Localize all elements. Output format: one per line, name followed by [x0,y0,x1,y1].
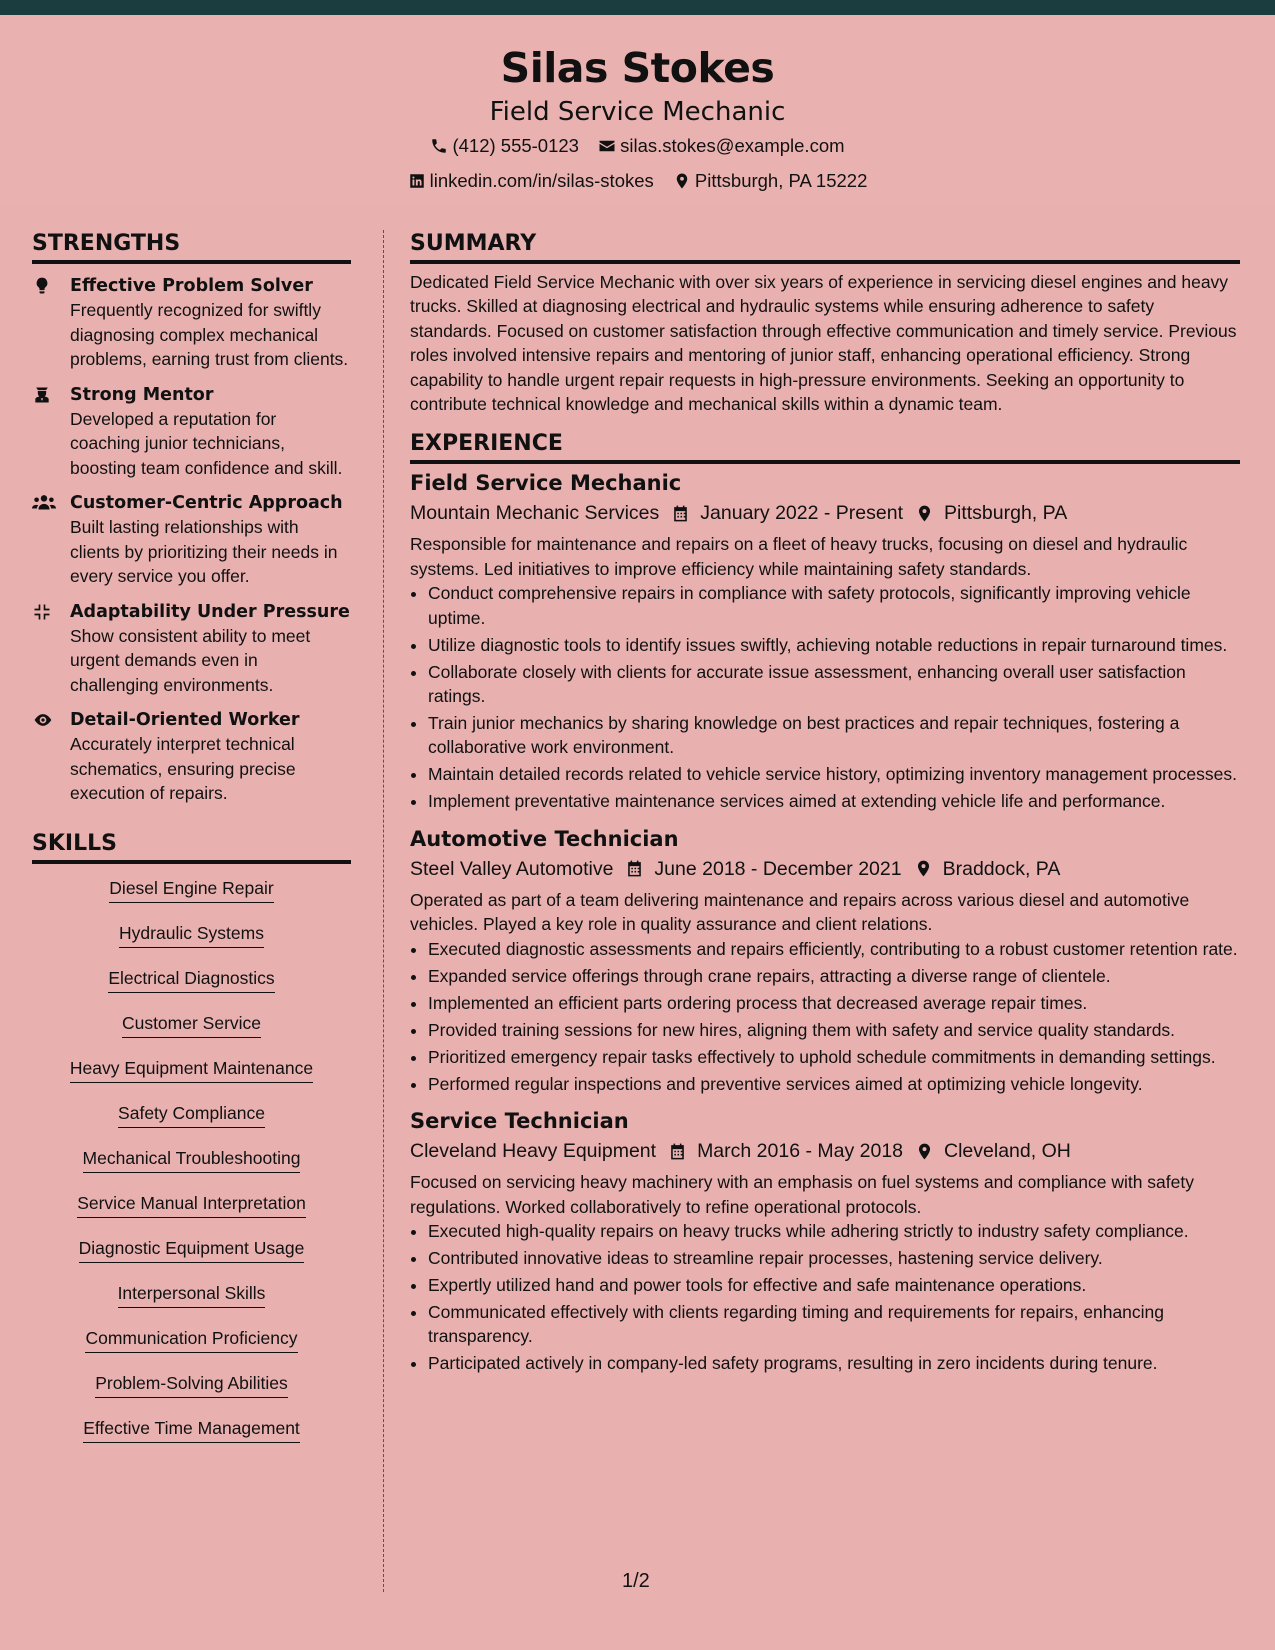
job-description: Operated as part of a team delivering maintenance and repairs across various diesel and automotive vehicles. Played a key role in quality assurance and client relations. [410,889,1190,935]
location-contact [673,166,867,196]
job-bullet: • Implemented an efficient parts ordering process that decreased average repair times. [428,991,1240,1015]
job-bullet: • Conduct comprehensive repairs in compliance with safety protocols, significantly improving vehicle uptime. [428,581,1240,630]
summary-text: Dedicated Field Service Mechanic with over six years of experience in servicing diesel engines and heavy trucks. Skilled at diagnosing electrical and hydraulic systems while ensuring adherence to safety standards. Focused on customer satisfaction through effective communication and timely service. Previous roles involved intensive repairs and mentoring of junior staff, enhancing operational efficiency. Strong capability to handle urgent repair requests in high-pressure environments. Seeking an opportunity to contribute technical knowledge and mechanical skills within a dynamic team. [410,272,1237,415]
strengths-list [32,274,351,806]
job-bullets [410,937,1240,1096]
job-title: Field Service Mechanic [410,471,682,496]
job-bullet: • Utilize diagnostic tools to identify issues swiftly, achieving notable reductions in repair turnaround times. [428,633,1240,657]
linkedin-contact[interactable] [408,166,654,196]
strength-item [32,708,351,806]
job-bullet: • Executed high-quality repairs on heavy trucks while adhering strictly to industry safety compliance. [428,1219,1240,1243]
job-description: Focused on servicing heavy machinery with an emphasis on fuel systems and compliance with safety regulations. Worked collaboratively to refine operational protocols. [410,1172,1194,1217]
job-meta [410,498,1240,528]
skill-item: Diagnostic Equipment Usage [79,1234,305,1263]
strength-item [32,491,351,589]
skill-item: Interpersonal Skills [118,1279,266,1308]
job-bullet: • Executed diagnostic assessments and repairs efficiently, contributing to a robust customer retention rate. [428,937,1240,961]
candidate-title: Field Service Mechanic [489,97,786,127]
strength-desc: Developed a reputation for coaching junior technicians, boosting team confidence and skill. [70,408,343,478]
job-location: Cleveland, OH [944,1140,1071,1163]
skill-item: Safety Compliance [118,1099,265,1128]
strength-desc: Show consistent ability to meet urgent demands even in challenging environments. [70,625,311,695]
skill-item: Customer Service [122,1009,261,1038]
contact-row-1 [0,131,1275,164]
map-pin-icon [915,1142,934,1161]
linkedin-icon [408,172,426,190]
skill-item: Mechanical Troubleshooting [83,1144,301,1173]
skill-item: Hydraulic Systems [119,919,264,948]
resume-header [0,15,1275,205]
job-company: Steel Valley Automotive [410,857,614,880]
job-bullet: • Communicated effectively with clients regarding timing and requirements for repairs, enhancing transparency. [428,1300,1240,1349]
summary-heading: SUMMARY [410,228,1240,264]
email-text: silas.stokes@example.com [620,135,845,156]
right-column [410,228,1240,1386]
calendar-icon [668,1142,687,1161]
job-title: Automotive Technician [410,826,679,851]
job-bullet: • Provided training sessions for new hires, aligning them with safety and service quality standards. [428,1018,1240,1042]
job-location: Pittsburgh, PA [944,502,1068,525]
job-bullet: • Expanded service offerings through crane repairs, attracting a diverse range of clientele. [428,964,1240,988]
job-bullet: • Train junior mechanics by sharing knowledge on best practices and repair techniques, fostering a collaborative work environment. [428,711,1240,760]
skill-item: Problem-Solving Abilities [95,1369,288,1398]
job-bullets [410,581,1240,814]
page-number: 1/2 [622,1570,650,1592]
strength-title: Detail-Oriented Worker [70,710,300,730]
job-meta [410,854,1240,884]
experience-heading: EXPERIENCE [410,428,1240,464]
envelope-icon [598,137,616,155]
map-pin-icon [915,504,934,523]
job-description: Responsible for maintenance and repairs on a fleet of heavy trucks, focusing on diesel and hydraulic systems. Led initiatives to improve efficiency while maintaining safety standards. [410,534,1188,579]
job-bullet: • Contributed innovative ideas to streamline repair processes, hastening service delivery. [428,1246,1240,1270]
job-meta [410,1136,1240,1166]
job-company: Mountain Mechanic Services [410,502,660,525]
job-bullet: • Performed regular inspections and preventive services aimed at optimizing vehicle longevity. [428,1072,1240,1096]
candidate-name: Silas Stokes [500,44,775,92]
strength-title: Adaptability Under Pressure [70,601,350,622]
linkedin-text: linkedin.com/in/silas-stokes [429,170,654,191]
job-bullet: • Implement preventative maintenance services aimed at extending vehicle life and performance. [428,789,1240,813]
users-icon [32,493,56,513]
job-entry [410,1106,1240,1376]
phone-contact[interactable] [430,131,579,161]
job-bullet: • Maintain detailed records related to vehicle service history, optimizing inventory management processes. [428,762,1240,786]
email-contact[interactable] [598,131,844,161]
job-company: Cleveland Heavy Equipment [410,1140,657,1163]
job-bullet: • Prioritized emergency repair tasks effectively to uphold schedule commitments in demanding settings. [428,1045,1240,1069]
location-text: Pittsburgh, PA 15222 [694,170,868,191]
strengths-heading: STRENGTHS [32,228,351,264]
map-pin-icon [914,859,933,878]
phone-text: (412) 555-0123 [452,135,579,156]
strength-item [32,383,351,481]
skill-item: Electrical Diagnostics [108,964,274,993]
skill-item: Effective Time Management [83,1414,300,1443]
strength-desc: Accurately interpret technical schematics, ensuring precise execution of repairs. [70,734,296,803]
calendar-icon [625,859,644,878]
job-dates: January 2022 - Present [700,502,903,525]
top-bar [0,0,1275,15]
phone-icon [430,137,448,155]
strength-item [32,274,351,372]
job-dates: March 2016 - May 2018 [697,1140,904,1163]
job-entry [410,468,1240,813]
lightbulb-icon [32,276,52,296]
skill-item: Service Manual Interpretation [77,1189,306,1218]
job-bullets [410,1219,1240,1376]
map-pin-icon [673,172,691,190]
job-location: Braddock, PA [942,857,1061,880]
job-entry [410,824,1240,1096]
contact-row-2 [0,166,1275,199]
graduate-icon [32,385,52,405]
job-dates: June 2018 - December 2021 [654,857,902,880]
eye-icon [32,710,54,730]
calendar-icon [671,504,690,523]
job-title: Service Technician [410,1109,629,1134]
skill-item: Heavy Equipment Maintenance [70,1054,313,1083]
strength-title: Effective Problem Solver [70,276,313,296]
job-bullet: • Participated actively in company-led safety programs, resulting in zero incidents during tenure. [428,1351,1240,1375]
strength-desc: Built lasting relationships with clients by prioritizing their needs in every service you offer. [70,517,338,586]
strength-title: Customer-Centric Approach [70,493,343,513]
job-bullet: • Expertly utilized hand and power tools for effective and safe maintenance operations. [428,1273,1240,1297]
skill-item: Diesel Engine Repair [109,874,273,903]
column-divider [383,230,384,1592]
strength-item [32,600,351,698]
skill-item: Communication Proficiency [85,1324,297,1353]
compress-icon [32,602,52,622]
strength-title: Strong Mentor [70,384,214,405]
left-column [32,228,351,1459]
strength-desc: Frequently recognized for swiftly diagnosing complex mechanical problems, earning trust from clients. [70,300,349,369]
skills-heading: SKILLS [32,828,351,864]
skills-list [32,874,351,1459]
job-bullet: • Collaborate closely with clients for accurate issue assessment, enhancing overall user satisfaction ratings. [428,660,1240,709]
